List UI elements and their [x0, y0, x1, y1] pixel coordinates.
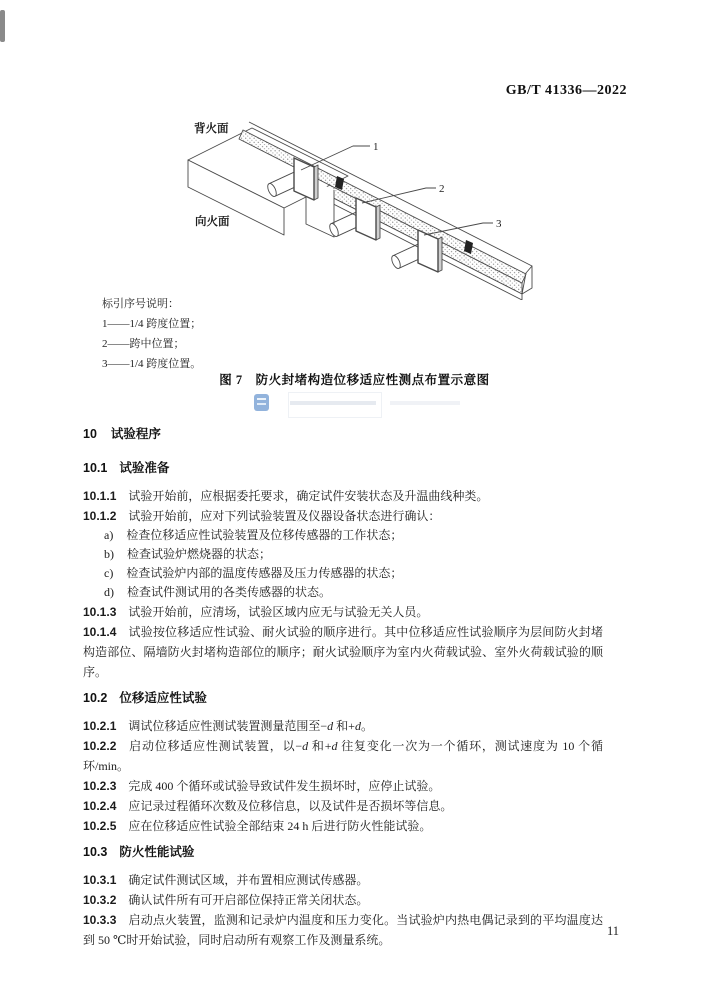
section-10.2.1	[83, 716, 603, 736]
clause-number: 10.3.2	[83, 893, 117, 907]
item-letter: d)	[104, 585, 114, 599]
legend-item-2: 2——跨中位置；	[102, 338, 185, 350]
list-item-a	[83, 526, 603, 545]
section-10.1.2	[83, 506, 603, 526]
clause-text: 启动点火装置，监测和记录炉内温度和压力变化。当试验炉内热电偶记录到的平均温度达到 50 ℃时开始试验，同时启动所有观察工作及测量系统。	[83, 913, 603, 947]
clause-number: 10.1	[83, 461, 108, 475]
figure-caption: 图 7 防火封堵构造位移适应性测点布置示意图	[219, 373, 490, 387]
item-letter: a)	[104, 528, 114, 542]
list-item-b	[83, 545, 603, 564]
item-letter: c)	[104, 566, 114, 580]
section-10	[83, 424, 603, 444]
clause-text: 应在位移适应性试验全部结束 24 h 后进行防火性能试验。	[128, 819, 432, 833]
clause-text: 试验程序	[110, 427, 161, 441]
section-10.3.2	[83, 890, 603, 910]
section-10.2	[83, 688, 603, 708]
figure-legend	[102, 294, 201, 374]
section-10.3	[83, 842, 603, 862]
section-10.2.3	[83, 776, 603, 796]
clause-number: 10.2.3	[83, 779, 117, 793]
legend-title: 标引序号说明：	[102, 298, 179, 310]
clause-number: 10	[83, 427, 97, 441]
clause-number: 10.1.4	[83, 625, 117, 639]
clause-text: 试验开始前，应根据委托要求，确定试件安装状态及升温曲线种类。	[128, 489, 489, 503]
clause-number: 10.3.1	[83, 873, 117, 887]
clause-number: 10.2	[83, 691, 108, 705]
section-10.1	[83, 458, 603, 478]
scan-artifact	[0, 10, 5, 42]
clause-text: 试验准备	[119, 461, 170, 475]
watermark-text-blur	[290, 401, 376, 405]
section-10.2.4	[83, 796, 603, 816]
list-item-d	[83, 583, 603, 602]
clause-text: 检查试件测试用的各类传感器的状态。	[127, 585, 332, 599]
clause-text: 检查位移适应性试验装置及位移传感器的工作状态；	[126, 528, 403, 542]
page-number: 11	[606, 924, 619, 938]
clause-number: 10.2.1	[83, 719, 117, 733]
legend-items	[102, 314, 201, 374]
figure-7-diagram	[148, 116, 572, 300]
watermark-text-blur	[390, 401, 460, 405]
callout-3: 3	[496, 218, 502, 230]
document-body	[83, 424, 603, 950]
clause-text: 完成 400 个循环或试验导致试件发生损坏时，应停止试验。	[128, 779, 441, 793]
clause-text: 确定试件测试区域，并布置相应测试传感器。	[128, 873, 369, 887]
legend-item-1: 1——1/4 跨度位置；	[102, 318, 202, 330]
clause-text: 防火性能试验	[119, 845, 195, 859]
section-10.3.3	[83, 910, 603, 950]
clause-number: 10.1.1	[83, 489, 117, 503]
label-exposed-face: 向火面	[195, 216, 230, 228]
clause-number: 10.2.2	[83, 739, 117, 753]
item-letter: b)	[104, 547, 114, 561]
clause-text: 检查试验炉燃烧器的状态；	[127, 547, 272, 561]
legend-item-3: 3——1/4 跨度位置。	[102, 358, 202, 370]
section-10.1.1	[83, 486, 603, 506]
clause-text: 确认试件所有可开启部位保持正常关闭状态。	[128, 893, 369, 907]
clause-text: 位移适应性试验	[119, 691, 207, 705]
clause-number: 10.1.3	[83, 605, 117, 619]
section-10.2.5	[83, 816, 603, 836]
clause-text: 试验开始前，应对下列试验装置及仪器设备状态进行确认：	[128, 509, 441, 523]
clause-text: 调试位移适应性测试装置测量范围至−d 和+d。	[128, 719, 373, 733]
watermark-logo-icon	[254, 394, 269, 411]
standard-code: GB/T 41336—2022	[505, 83, 627, 98]
section-10.1.3	[83, 602, 603, 622]
clause-number: 10.2.4	[83, 799, 117, 813]
watermark-box	[288, 392, 382, 418]
clause-text: 检查试验炉内部的温度传感器及压力传感器的状态；	[126, 566, 403, 580]
leader-line-2	[362, 188, 436, 203]
clause-text: 试验开始前，应清场，试验区域内应无与试验无关人员。	[128, 605, 429, 619]
section-10.3.1	[83, 870, 603, 890]
clause-number: 10.3.3	[83, 913, 117, 927]
callout-2: 2	[439, 183, 445, 195]
callout-1: 1	[373, 141, 379, 153]
clause-text: 应记录过程循环次数及位移信息，以及试件是否损坏等信息。	[128, 799, 453, 813]
clause-text: 启动位移适应性测试装置，以−d 和+d 往复变化一次为一个循环，测试速度为 10 个循环/min。	[83, 739, 603, 773]
clause-text: 试验按位移适应性试验、耐火试验的顺序进行。其中位移适应性试验顺序为层间防火封堵构造部位、隔墙防火封堵构造部位的顺序；耐火试验顺序为室内火荷载试验、室外火荷载试验的顺序。	[83, 625, 603, 679]
list-item-c	[83, 564, 603, 583]
clause-number: 10.1.2	[83, 509, 117, 523]
section-10.2.2	[83, 736, 603, 776]
clause-number: 10.2.5	[83, 819, 117, 833]
section-10.1.4	[83, 622, 603, 682]
label-back-face: 背火面	[194, 123, 229, 135]
clause-number: 10.3	[83, 845, 108, 859]
